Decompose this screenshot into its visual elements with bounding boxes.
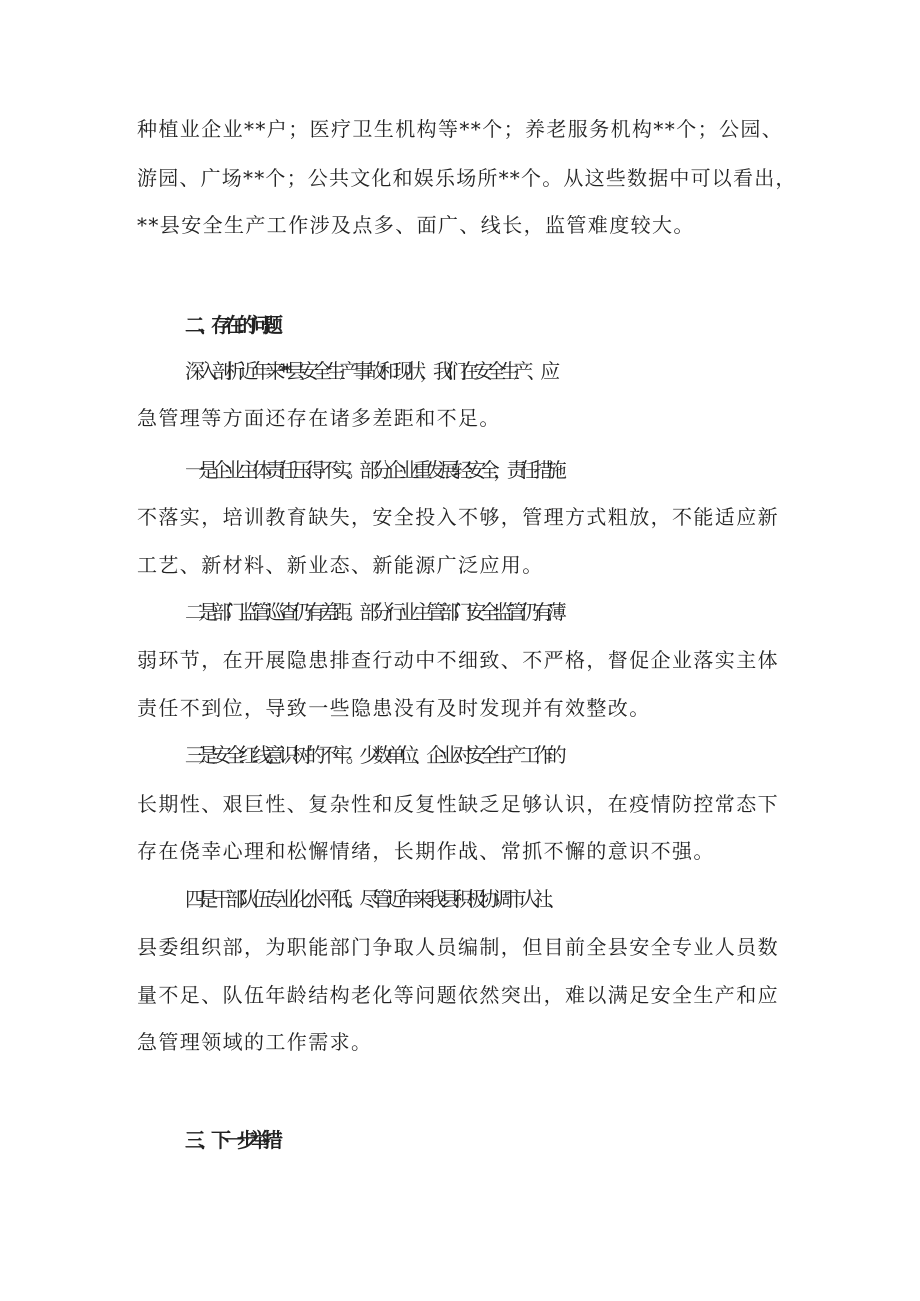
section-two-intro-line-2: 急管理等方面还存在诸多差距和不足。 (137, 406, 501, 430)
section-three-heading: 三、下一步举措 (185, 1128, 276, 1152)
problem-1-line-1: 一是企业主体责任压得不实。部分企业重发展轻安全，责任措施 (185, 458, 561, 482)
intro-line-1: 种植业企业**户；医疗卫生机构等**个；养老服务机构**个；公园、 (137, 117, 784, 141)
intro-line-2: 游园、广场**个；公共文化和娱乐场所**个。从这些数据中可以看出， (137, 166, 797, 190)
problem-4-line-4: 急管理领域的工作需求。 (137, 1030, 373, 1054)
problem-4-line-2: 县委组织部，为职能部门争取人员编制，但目前全县安全专业人员数 (137, 935, 779, 959)
intro-line-3: **县安全生产工作涉及点多、面广、线长，监管难度较大。 (137, 213, 695, 237)
problem-4-line-3: 量不足、队伍年龄结构老化等问题依然突出，难以满足安全生产和应 (137, 983, 779, 1007)
problem-2-line-3: 责任不到位，导致一些隐患没有及时发现并有效整改。 (137, 696, 651, 720)
problem-1-line-2: 不落实，培训教育缺失，安全投入不够，管理方式粗放，不能适应新 (137, 505, 779, 529)
problem-3-line-1: 三是安全红线意识树的不牢。少数单位、企业对安全生产工作的 (185, 743, 561, 767)
section-two-heading: 二、存在的问题 (185, 313, 276, 337)
problem-3-line-3: 存在侥幸心理和松懈情绪，长期作战、常抓不懈的意识不强。 (137, 839, 715, 863)
section-two-intro-line-1: 深入剖析近年来**县安全生产事故和现状，我们在安全生产、应 (185, 359, 554, 383)
problem-3-line-2: 长期性、艰巨性、复杂性和反复性缺乏足够认识，在疫情防控常态下 (137, 792, 779, 816)
problem-2-line-1: 二是部门监管巡查仍有差距。部分行业主管部门安全监管仍有薄 (185, 600, 561, 624)
problem-1-line-3: 工艺、新材料、新业态、新能源广泛应用。 (137, 553, 544, 577)
problem-2-line-2: 弱环节，在开展隐患排查行动中不细致、不严格，督促企业落实主体 (137, 648, 779, 672)
problem-4-line-1: 四是干部队伍专业化水平低。尽管近年来我县积极协调市人社、 (185, 887, 561, 911)
